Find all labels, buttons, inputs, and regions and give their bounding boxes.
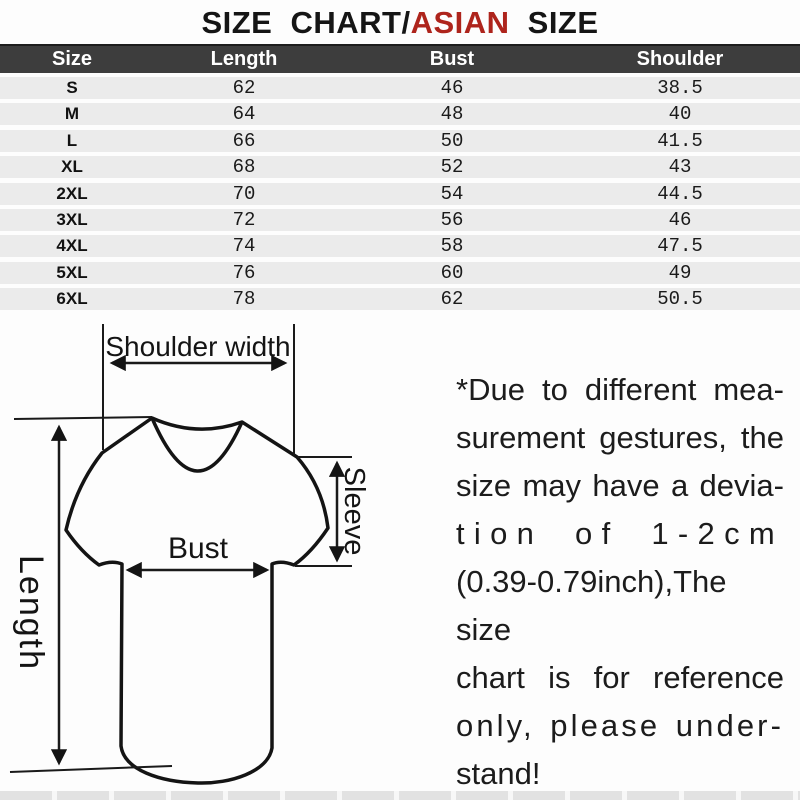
page-title [0,5,800,41]
cell-length: 64 [232,103,256,126]
shoulder-width-label: Shoulder width [105,331,291,362]
note-line: only, please under- [456,708,784,743]
table-row [0,77,800,99]
length-label: Length [12,555,50,671]
cell-size: L [66,130,78,150]
cell-bust: 48 [440,103,464,126]
table-row [0,262,800,284]
note-line: surement gestures, the [456,420,784,455]
cell-shoulder: 49 [668,261,692,284]
cell-size: S [66,78,78,97]
cell-bust: 58 [440,235,464,258]
cell-bust: 60 [440,261,464,284]
note-line: chart is for reference [456,660,784,695]
tshirt-outline [66,418,328,783]
bottom-decorative-strip [0,791,800,800]
cell-length: 68 [232,156,256,179]
table-row [0,103,800,125]
cell-length: 74 [232,235,256,258]
table-row [0,130,800,152]
cell-bust: 56 [440,208,464,231]
header-bust: Bust [429,48,475,70]
header-size: Size [51,48,93,70]
cell-length: 66 [232,129,256,152]
cell-size: 6XL [56,289,88,309]
cell-bust: 54 [440,182,464,205]
title-part1: SIZE CHART/ [201,5,411,40]
length-top-guide [14,417,152,419]
table-row [0,156,800,178]
tshirt-measurement-diagram [0,320,440,792]
cell-size: 2XL [56,183,88,203]
cell-size: 5XL [56,262,88,282]
cell-bust: 62 [440,288,464,311]
cell-size: 3XL [56,209,88,229]
note-line: stand! [456,756,541,791]
sleeve-label: Sleeve [338,466,370,556]
cell-bust: 50 [440,129,464,152]
cell-size: 4XL [56,236,88,256]
title-part2: SIZE [509,5,599,40]
cell-size: M [64,104,80,124]
note-line: tion of 1-2cm [456,516,784,551]
cell-bust: 52 [440,156,464,179]
cell-shoulder: 50.5 [657,288,703,311]
header-length: Length [210,48,278,70]
header-shoulder: Shoulder [636,48,724,70]
cell-shoulder: 40 [668,103,692,126]
title-accent: ASIAN [410,5,510,40]
bust-label: Bust [167,532,229,565]
table-header-row [0,44,800,73]
cell-length: 78 [232,288,256,311]
cell-length: 70 [232,182,256,205]
note-line: size may have a devia- [456,468,784,503]
table-row [0,288,800,310]
table-row [0,235,800,257]
cell-length: 72 [232,208,256,231]
table-row [0,209,800,231]
cell-shoulder: 47.5 [657,235,703,258]
cell-shoulder: 43 [668,156,692,179]
cell-bust: 46 [440,77,464,99]
cell-length: 76 [232,261,256,284]
measurement-note [456,366,784,798]
table-row [0,183,800,205]
note-line: *Due to different mea- [456,372,784,407]
cell-size: XL [61,157,83,177]
table-body [0,77,800,315]
cell-shoulder: 38.5 [657,77,703,99]
cell-shoulder: 44.5 [657,182,703,205]
cell-shoulder: 46 [668,208,692,231]
cell-shoulder: 41.5 [657,129,703,152]
note-line: (0.39-0.79inch),The size [456,564,727,647]
cell-length: 62 [232,77,256,99]
